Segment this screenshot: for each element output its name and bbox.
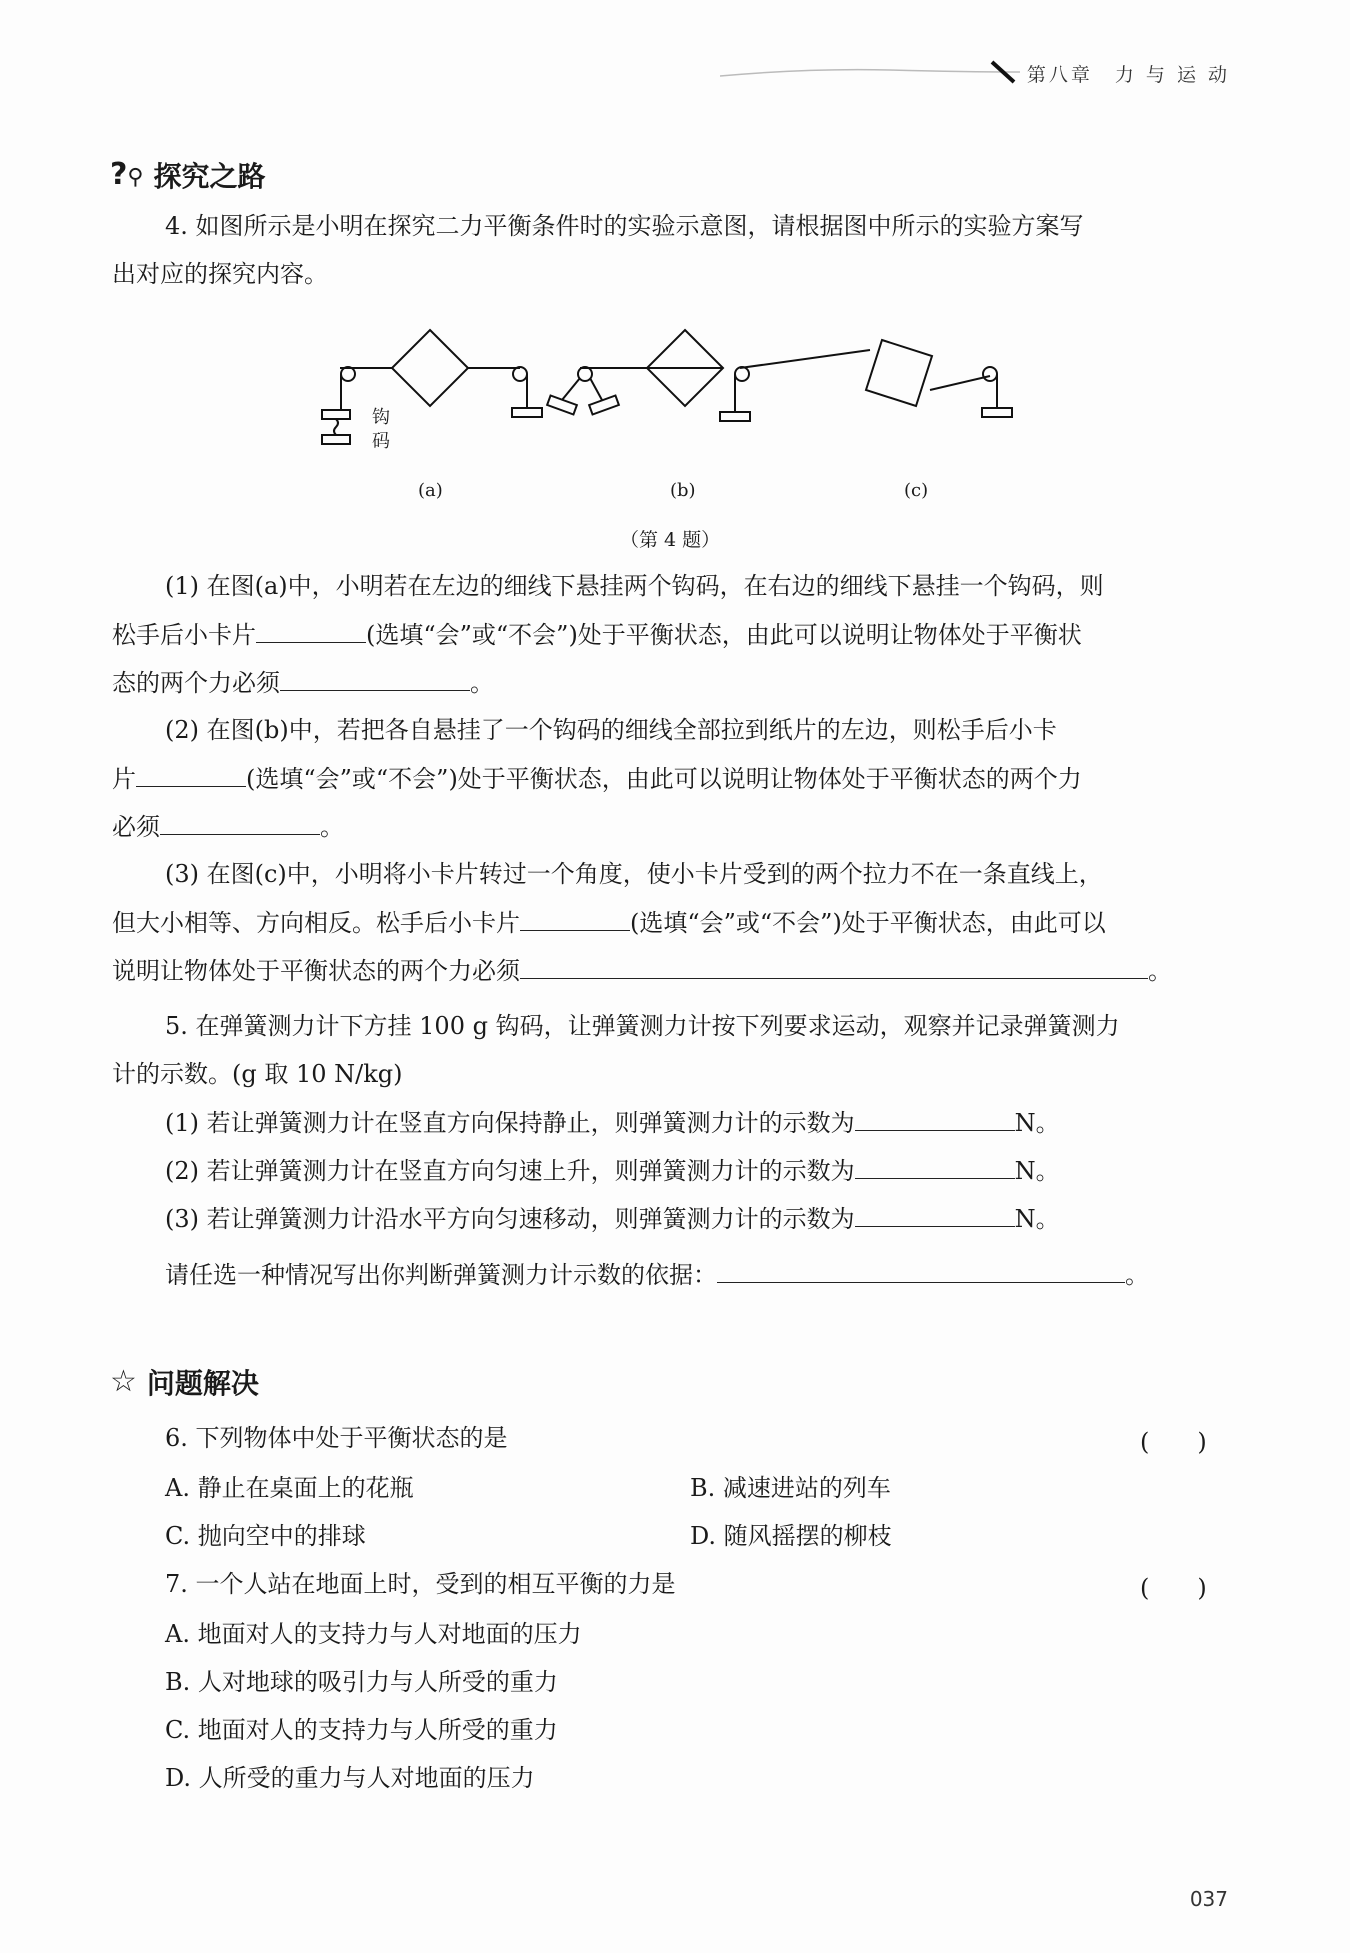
card-a <box>392 330 468 406</box>
q4-p3-text-c: 说明让物体处于平衡状态的两个力必须 <box>112 957 520 985</box>
hook-weight-label <box>372 406 390 454</box>
question-magnifier-icon: ?⚲ <box>110 157 144 192</box>
answer-blank[interactable] <box>717 1258 1125 1283</box>
q4-p1-text-c: 态的两个力必须 <box>112 669 280 697</box>
q4-p1-line3 <box>112 666 494 699</box>
q7-option-d[interactable]: D. 人所受的重力与人对地面的压力 <box>165 1764 535 1792</box>
hook-weight <box>720 412 750 421</box>
q4-p1-line1: (1) 在图(a)中，小明若在左边的细线下悬挂两个钩码，在右边的细线下悬挂一个钩码，则 <box>165 572 1104 600</box>
hook-weight <box>322 435 350 444</box>
q4-p2-line2 <box>112 762 1082 795</box>
star-icon: ☆ <box>110 1364 137 1399</box>
q7-answer-paren[interactable]: ( ) <box>1140 1574 1207 1602</box>
q5-unit: N。 <box>1014 1205 1060 1233</box>
q4-p1-text-d: 。 <box>470 669 494 697</box>
answer-blank[interactable] <box>280 666 470 691</box>
section-title-problem-solving <box>110 1362 259 1402</box>
q5-basis-text: 请任选一种情况写出你判断弹簧测力计示数的依据： <box>165 1261 717 1289</box>
figure-caption: （第 4 题） <box>620 529 721 551</box>
answer-blank[interactable] <box>855 1106 1015 1131</box>
q7-option-a[interactable]: A. 地面对人的支持力与人对地面的压力 <box>165 1620 582 1648</box>
answer-blank[interactable] <box>520 906 630 931</box>
q5-unit: N。 <box>1014 1109 1060 1137</box>
q6-answer-paren[interactable]: ( ) <box>1140 1428 1207 1456</box>
q7-stem: 7. 一个人站在地面上时，受到的相互平衡的力是 <box>165 1570 676 1598</box>
figure-label-a: (a) <box>418 480 443 501</box>
hook-weight <box>982 408 1012 417</box>
page-number: 037 <box>1189 1887 1228 1911</box>
q6-option-d[interactable]: D. 随风摇摆的柳枝 <box>690 1522 892 1550</box>
q4-p2-text-c: 必须 <box>112 813 160 841</box>
q4-p3-text-a: 但大小相等、方向相反。松手后小卡片 <box>112 909 520 937</box>
answer-blank[interactable] <box>160 810 320 835</box>
q6-stem: 6. 下列物体中处于平衡状态的是 <box>165 1424 508 1452</box>
q6-option-b[interactable]: B. 减速进站的列车 <box>690 1474 891 1502</box>
q4-p3-line1: (3) 在图(c)中，小明将小卡片转过一个角度，使小卡片受到的两个拉力不在一条直线上， <box>165 860 1103 888</box>
chapter-header: 第八章 力 与 运 动 <box>1026 64 1230 86</box>
q5-stem-line1: 5. 在弹簧测力计下方挂 100 g 钩码，让弹簧测力计按下列要求运动，观察并记录弹簧测力 <box>165 1012 1120 1040</box>
q6-option-c[interactable]: C. 抛向空中的排球 <box>165 1522 366 1550</box>
figure-label-c: (c) <box>904 480 929 501</box>
q4-p2-line3 <box>112 810 344 843</box>
q4-p2-line1: (2) 在图(b)中，若把各自悬挂了一个钩码的细线全部拉到纸片的左边，则松手后小卡 <box>165 716 1057 744</box>
q5-unit: N。 <box>1014 1157 1060 1185</box>
q4-stem-line2: 出对应的探究内容。 <box>112 260 328 288</box>
q5-p1-text: (1) 若让弹簧测力计在竖直方向保持静止，则弹簧测力计的示数为 <box>165 1109 855 1137</box>
header-decoration <box>720 58 1020 88</box>
answer-blank[interactable] <box>855 1202 1015 1227</box>
q5-basis <box>165 1258 1149 1291</box>
section-title-text: 探究之路 <box>153 160 266 193</box>
q4-stem-line1: 4. 如图所示是小明在探究二力平衡条件时的实验示意图，请根据图中所示的实验方案写 <box>165 212 1084 240</box>
hook-weight <box>512 408 542 417</box>
answer-blank[interactable] <box>855 1154 1015 1179</box>
q4-p3-line2 <box>112 906 1106 939</box>
q4-p3-text-d: 。 <box>1148 957 1172 985</box>
q7-option-c[interactable]: C. 地面对人的支持力与人所受的重力 <box>165 1716 558 1744</box>
answer-blank[interactable] <box>520 954 1148 979</box>
q5-p3 <box>165 1202 1060 1235</box>
q4-p3-line3 <box>112 954 1172 987</box>
q4-p1-text-b: (选填“会”或“不会”)处于平衡状态，由此可以说明让物体处于平衡状 <box>366 621 1082 649</box>
q4-p3-text-b: (选填“会”或“不会”)处于平衡状态，由此可以 <box>630 909 1106 937</box>
q4-figure <box>310 320 1050 550</box>
q5-p2 <box>165 1154 1060 1187</box>
hook-weight <box>322 410 350 419</box>
q5-p3-text: (3) 若让弹簧测力计沿水平方向匀速移动，则弹簧测力计的示数为 <box>165 1205 855 1233</box>
q5-basis-end: 。 <box>1125 1261 1149 1289</box>
q5-stem-line2: 计的示数。(g 取 10 N/kg) <box>112 1060 403 1088</box>
section-title-explore <box>110 155 266 195</box>
q4-p2-text-a: 片 <box>112 765 136 793</box>
hook-weight-label-line1: 钩 <box>372 407 390 428</box>
q7-option-b[interactable]: B. 人对地球的吸引力与人所受的重力 <box>165 1668 558 1696</box>
q6-option-a[interactable]: A. 静止在桌面上的花瓶 <box>165 1474 414 1502</box>
section-title-text: 问题解决 <box>146 1367 259 1400</box>
q4-p1-text-a: 松手后小卡片 <box>112 621 256 649</box>
answer-blank[interactable] <box>136 762 246 787</box>
figure-label-b: (b) <box>670 480 696 501</box>
hook-weight-label-line2: 码 <box>372 431 390 452</box>
card-c <box>866 340 932 406</box>
q4-figure-diagram <box>310 320 1050 450</box>
q4-p2-text-b: (选填“会”或“不会”)处于平衡状态，由此可以说明让物体处于平衡状态的两个力 <box>246 765 1082 793</box>
answer-blank[interactable] <box>256 618 366 643</box>
q4-p1-line2 <box>112 618 1082 651</box>
q5-p1 <box>165 1106 1060 1139</box>
q4-p2-text-d: 。 <box>320 813 344 841</box>
q5-p2-text: (2) 若让弹簧测力计在竖直方向匀速上升，则弹簧测力计的示数为 <box>165 1157 855 1185</box>
